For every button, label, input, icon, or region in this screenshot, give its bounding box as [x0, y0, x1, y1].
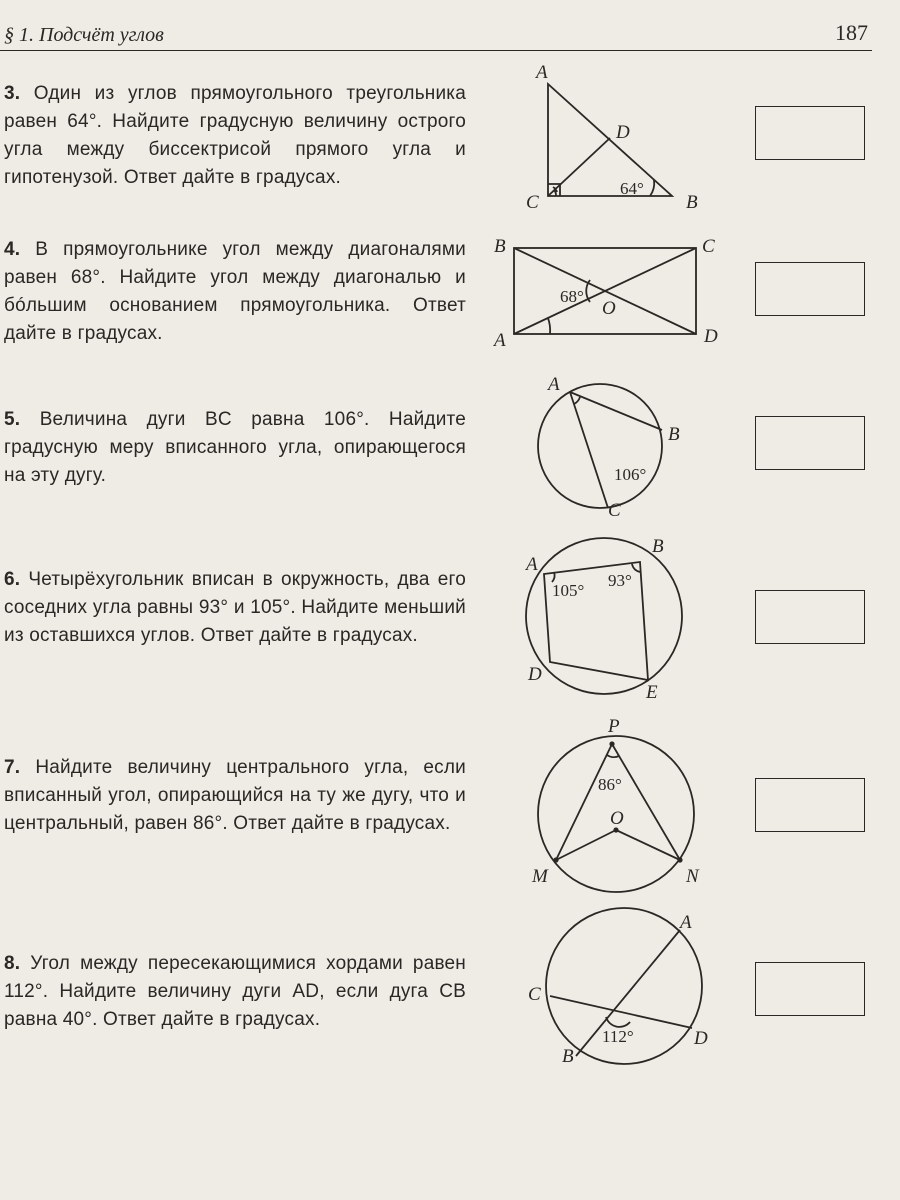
- problem-text: Найдите величину центрального угла, если вписанный угол, опирающийся на ту же дугу, что и центральный, равен 86°. Ответ дайте в градусах.: [4, 757, 466, 834]
- label-d: D: [616, 122, 630, 143]
- angle-b-arc: [632, 564, 640, 572]
- label-o: O: [610, 808, 624, 829]
- problem-number: 4.: [4, 239, 21, 260]
- page-number: 187: [835, 20, 868, 45]
- problem-number: 8.: [4, 953, 21, 974]
- label-c: C: [702, 236, 715, 257]
- circle: [526, 538, 682, 694]
- figure-inscribed-quadrilateral: [512, 532, 692, 702]
- angle-b-arc: [650, 180, 654, 196]
- problem-3: [4, 80, 466, 192]
- problem-text: Четырёхугольник вписан в окружность, два его соседних угла равны 93° и 105°. Найдите меньший из оставшихся углов. Ответ дайте в градусах.: [4, 569, 467, 646]
- figure-intersecting-chords: [524, 906, 724, 1066]
- angle-p-arc: [607, 755, 619, 757]
- angle-a-label: 105°: [552, 581, 585, 600]
- problem-number: 3.: [4, 83, 21, 104]
- label-b: B: [494, 236, 506, 257]
- figure-inscribed-angle: [520, 372, 700, 522]
- answer-box-4[interactable]: [755, 262, 865, 316]
- label-c: C: [528, 984, 541, 1005]
- point-n: [677, 857, 682, 862]
- label-p: P: [608, 716, 620, 737]
- problem-number: 7.: [4, 757, 21, 778]
- angle-a-arc: [574, 397, 580, 404]
- label-b: B: [686, 192, 698, 213]
- answer-box-5[interactable]: [755, 416, 865, 470]
- chord-pm: [556, 744, 612, 860]
- angle-a-arc: [548, 318, 550, 334]
- label-n: N: [686, 866, 699, 887]
- label-b: B: [652, 536, 664, 557]
- answer-box-6[interactable]: [755, 590, 865, 644]
- label-d: D: [528, 664, 542, 685]
- answer-box-3[interactable]: [755, 106, 865, 160]
- label-a: A: [680, 912, 692, 933]
- problem-5: [4, 406, 466, 490]
- bisector-cd: [548, 138, 610, 196]
- radius-om: [556, 830, 616, 860]
- problem-6: [4, 566, 466, 650]
- label-d: D: [704, 326, 718, 347]
- label-a: A: [536, 62, 548, 83]
- problem-text: В прямоугольнике угол между диагоналями равен 68°. Найдите угол между диагональю и бóльшим основанием прямоугольника. Ответ дайте в градусах.: [4, 239, 466, 344]
- label-a: A: [526, 554, 538, 575]
- angle-label: 86°: [598, 775, 622, 794]
- problem-4: [4, 236, 466, 348]
- label-d: D: [694, 1028, 708, 1049]
- angle-arc: [606, 1017, 630, 1027]
- point-m: [553, 857, 558, 862]
- chord-ac: [570, 392, 608, 508]
- answer-box-8[interactable]: [755, 962, 865, 1016]
- label-c: C: [526, 192, 539, 213]
- angle-label: 64°: [620, 179, 644, 198]
- chord-ab: [570, 392, 662, 430]
- point-p: [609, 741, 614, 746]
- answer-box-7[interactable]: [755, 778, 865, 832]
- label-m: M: [532, 866, 548, 887]
- problem-text: Один из углов прямоугольного треугольника равен 64°. Найдите градусную величину острого угла между биссектрисой прямого угла и гипотенузой. Ответ дайте в градусах.: [4, 83, 466, 188]
- page-header: [0, 18, 872, 51]
- quadrilateral-abed: [544, 562, 648, 680]
- label-b: B: [562, 1046, 574, 1067]
- angle-label: 68°: [560, 287, 584, 306]
- section-title: § 1. Подсчёт углов: [4, 24, 164, 46]
- figure-rectangle: [490, 228, 730, 358]
- label-c: C: [608, 500, 621, 521]
- angle-label: 106°: [614, 465, 647, 484]
- problem-8: [4, 950, 466, 1034]
- label-a: A: [494, 330, 506, 351]
- label-a: A: [548, 374, 560, 395]
- problem-number: 6.: [4, 569, 21, 590]
- problem-number: 5.: [4, 409, 21, 430]
- problem-7: [4, 754, 466, 838]
- chord-pn: [612, 744, 680, 860]
- problem-text: Величина дуги BC равна 106°. Найдите градусную меру вписанного угла, опирающегося на эту дугу.: [4, 409, 466, 486]
- label-e: E: [646, 682, 658, 703]
- figure-right-triangle: [500, 56, 720, 216]
- angle-label: 112°: [602, 1027, 634, 1046]
- problem-text: Угол между пересекающимися хордами равен 112°. Найдите величину дуги AD, если дуга CB равна 40°. Ответ дайте в градусах.: [4, 953, 467, 1030]
- label-o: O: [602, 298, 616, 319]
- circle: [538, 384, 662, 508]
- label-b: B: [668, 424, 680, 445]
- angle-b-label: 93°: [608, 571, 632, 590]
- figure-central-angle: [520, 714, 720, 890]
